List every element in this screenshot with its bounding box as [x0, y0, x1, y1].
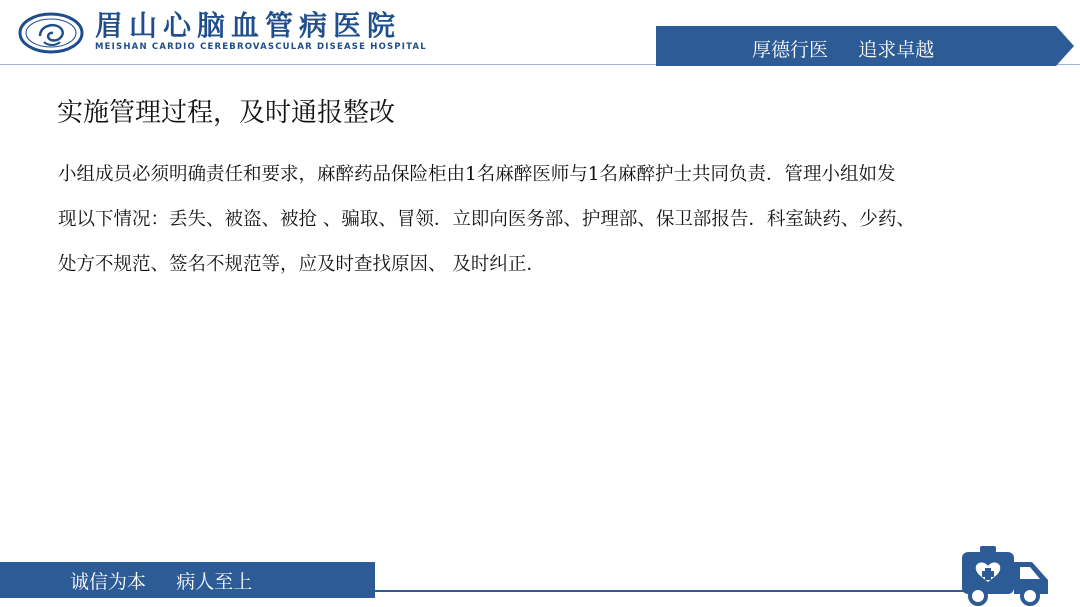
- paragraph-line: 现以下情况：丢失、被盗、被抢 、骗取、冒领．立即向医务部、护理部、保卫部报告．科室缺药、少药、: [58, 209, 915, 230]
- slogan-text: 厚德行医 追求卓越: [752, 39, 935, 61]
- paragraph-line: 处方不规范、签名不规范等，应及时查找原因、 及时纠正．: [58, 254, 545, 275]
- footer-motto: 诚信为本 病人至上: [70, 571, 253, 593]
- page-title: 实施管理过程，及时通报整改: [57, 98, 396, 128]
- body-paragraph: [58, 152, 1018, 287]
- hospital-name-cn: 眉山心脑血管病医院: [95, 9, 402, 42]
- footer-divider: [375, 590, 975, 592]
- paragraph-line: 小组成员必须明确责任和要求，麻醉药品保险柜由1名麻醉医师与1名麻醉护士共同负责．管理小组如发: [58, 164, 896, 185]
- hospital-name-en: MEISHAN CARDIO CEREBROVASCULAR DISEASE HOSPITAL: [95, 42, 427, 52]
- ambulance-icon: [958, 544, 1052, 606]
- header: [0, 0, 1080, 70]
- hospital-logo-icon: [18, 12, 84, 54]
